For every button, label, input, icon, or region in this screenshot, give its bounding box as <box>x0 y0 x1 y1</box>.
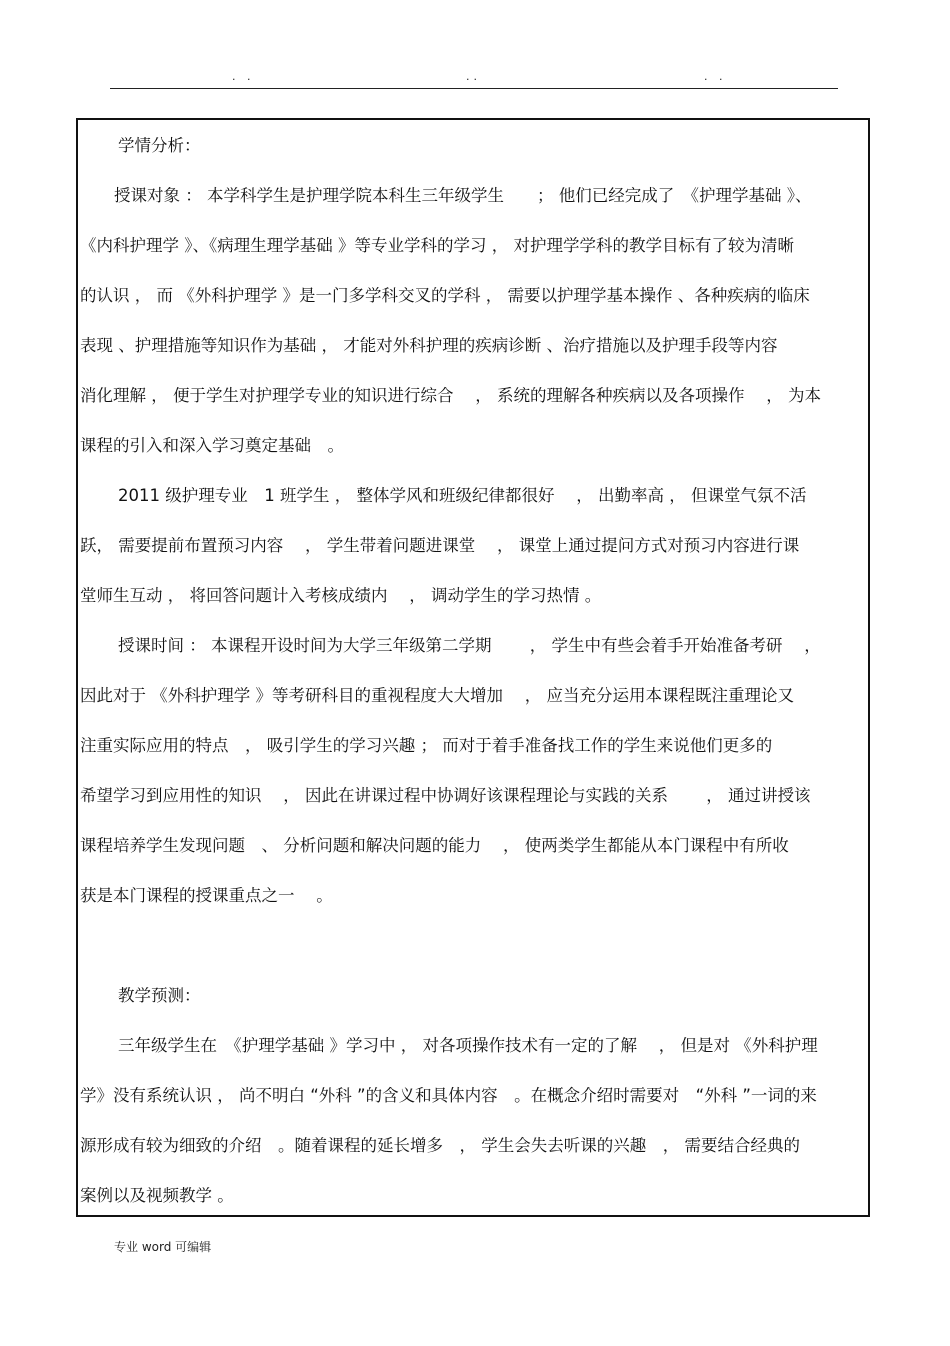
paragraph-line: 《内科护理学 》、《病理生理学基础 》等专业学科的学习 ， 对护理学学科的教学目标有了较为清晰 <box>80 236 794 255</box>
paragraph-line: 案例以及视频教学 。 <box>80 1186 234 1205</box>
header-mark-left: . . <box>232 70 255 83</box>
paragraph-line: 授课对象 ： 本学科学生是护理学院本科生三年级学生 ； 他们已经完成了 《护理学基础 》、 <box>114 186 812 205</box>
footer-note: 专业 word 可编辑 <box>114 1240 212 1254</box>
header-mark-right: . . <box>704 70 727 83</box>
paragraph-line: 的认识 ， 而 《外科护理学 》是一门多学科交叉的学科 ， 需要以护理学基本操作 、各种疾病的临床 <box>80 286 810 305</box>
header-mark-center: .. <box>466 70 481 83</box>
paragraph-line: 希望学习到应用性的知识 ， 因此在讲课过程中协调好该课程理论与实践的关系 ， 通过讲授该 <box>80 786 811 805</box>
paragraph-line: 因此对于 《外科护理学 》等考研科目的重视程度大大增加 ， 应当充分运用本课程既注重理论又 <box>80 686 794 705</box>
paragraph-line: 授课时间 ： 本课程开设时间为大学三年级第二学期 ， 学生中有些会着手开始准备考研 ， <box>118 636 821 655</box>
paragraph-line: 跃， 需要提前布置预习内容 ， 学生带着问题进课堂 ， 课堂上通过提问方式对预习内容进行课 <box>80 536 800 555</box>
paragraph-line: 学》没有系统认识 ， 尚不明白 “外科 ”的含义和具体内容 。在概念介绍时需要对 “外科 ”一词的来 <box>80 1086 817 1105</box>
paragraph-line: 消化理解 ， 便于学生对护理学专业的知识进行综合 ， 系统的理解各种疾病以及各项操作 ， 为本 <box>80 386 821 405</box>
paragraph-line: 课程的引入和深入学习奠定基础 。 <box>80 436 344 455</box>
paragraph-line: 2011 级护理专业 1 班学生 ， 整体学风和班级纪律都很好 ， 出勤率高 ， 但课堂气氛不活 <box>118 486 807 505</box>
header-rule <box>110 88 838 89</box>
paragraph-line: 注重实际应用的特点 ， 吸引学生的学习兴趣 ； 而对于着手准备找工作的学生来说他们更多的 <box>80 736 773 755</box>
paragraph-line: 堂师生互动 ， 将回答问题计入考核成绩内 ， 调动学生的学习热情 。 <box>80 586 602 605</box>
paragraph-line: 获是本门课程的授课重点之一 。 <box>80 886 333 905</box>
paragraph-line: 三年级学生在 《护理学基础 》学习中 ， 对各项操作技术有一定的了解 ， 但是对 《外科护理 <box>118 1036 818 1055</box>
paragraph-line: 源形成有较为细致的介绍 。随着课程的延长增多 ， 学生会失去听课的兴趣 ， 需要结合经典的 <box>80 1136 800 1155</box>
section-title-learning-analysis: 学情分析： <box>118 136 201 155</box>
paragraph-line: 表现 、护理措施等知识作为基础 ， 才能对外科护理的疾病诊断 、治疗措施以及护理手段等内容 <box>80 336 778 355</box>
section-title-teaching-prediction: 教学预测： <box>118 986 201 1005</box>
paragraph-line: 课程培养学生发现问题 、 分析问题和解决问题的能力 ， 使两类学生都能从本门课程中有所收 <box>80 836 789 855</box>
